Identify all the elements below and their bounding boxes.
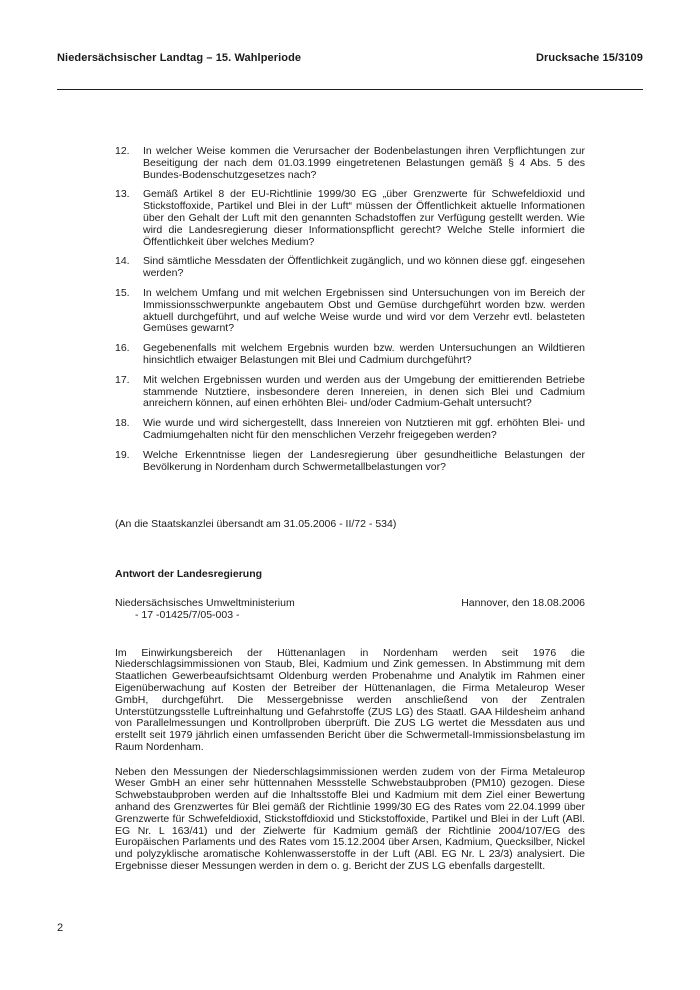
page-header [57,52,643,64]
answer-paragraph-1: Im Einwirkungsbereich der Hüttenanlagen in Nordenham werden seit 1976 die Niederschlagsimmissionen von Staub, Blei, Kadmium und Zink gemessen. In Abstimmung mit dem Staatlichen Gewerbeaufsichtsamt Oldenburg werden Probenahme und Analytik im Rahmen einer Eigenüberwachung auf Kosten der Betreiber der Hüttenanlagen, die Firma Metaleurop Weser GmbH, durchgeführt. Die Messergebnisse werden anschließend von der Zentralen Unterstützungsstelle Luftreinhaltung und Gefahrstoffe (ZUS LG) des Staatl. GAA Hildesheim anhand von Parallelmessungen und Kontrollproben überprüft. Die ZUS LG wertet die Messdaten aus und erstellt seit 1979 jährlich einen umfassenden Bericht über die Schwermetall-Immissionsbelastung im Raum Nordenham. [115,646,585,753]
question-text: Gegebenenfalls mit welchem Ergebnis wurden bzw. werden Untersuchungen an Wildtieren hinsichtlich etwaiger Belastungen mit Blei und Cadmium durchgeführt? [143,342,585,366]
header-divider [57,89,643,90]
header-parliament-title: Niedersächsischer Landtag – 15. Wahlperiode [57,52,302,64]
question-number: 19. [115,448,130,461]
ministry-block [115,598,295,622]
question-text: In welchem Umfang und mit welchen Ergebnissen sind Untersuchungen von im Bereich der Immissionsschwerpunkte angebautem Obst und Gemüse durchgeführt worden bzw. werden aktuell durchgeführt, und auf welche Weise wurde und wird vor dem Verzehr evtl. belasteten Gemüses gewarnt? [143,286,585,335]
question-text: Sind sämtliche Messdaten der Öffentlichkeit zugänglich, und wo können diese ggf. eingesehen werden? [143,255,585,280]
question-item-15 [115,288,585,335]
document-body [115,146,585,873]
question-item-14 [115,256,585,280]
transmittal-note: (An die Staatskanzlei übersandt am 31.05.2006 - II/72 - 534) [115,518,397,531]
header-drucksache-number: Drucksache 15/3109 [536,52,643,64]
question-number: 12. [115,145,130,157]
question-text: Welche Erkenntnisse liegen der Landesregierung über gesundheitliche Belastungen der Bevölkerung in Nordenham durch Schwermetallbelastungen vor? [143,448,585,473]
page-number: 2 [57,922,64,934]
answer-heading: Antwort der Landesregierung [115,568,263,581]
question-text: Gemäß Artikel 8 der EU-Richtlinie 1999/30 EG „über Grenzwerte für Schwefeldioxid und Stickstoffoxide, Partikel und Blei in der Luft“ müssen der Öffentlichkeit aktuelle Informationen über den Gehalt der Luft mit den genannten Schadstoffen zur Verfügung gestellt werden. Wie wird die Landesregierung dieser Informationspflicht gerecht? Welche Stelle informiert die Öffentlichkeit über welches Medium? [143,188,585,248]
question-number: 13. [115,188,130,201]
question-text: In welcher Weise kommen die Verursacher der Bodenbelastungen ihren Verpflichtungen zur Beseitigung der nach dem 01.03.1999 eingetretenen Belastungen gemäß § 4 Abs. 5 des Bundes-Bodenschutzgesetzes nach? [143,145,585,181]
ministry-name: Niedersächsisches Umweltministerium [115,596,295,609]
place-and-date: Hannover, den 18.08.2006 [461,596,585,609]
file-reference-number: - 17 -01425/7/05-003 - [135,608,240,621]
question-text: Wie wurde und wird sichergestellt, dass Innereien von Nutztieren mit ggf. erhöhten Blei- und Cadmiumgehalten nicht für den menschlichen Verzehr freigegeben werden? [143,417,585,441]
question-text: Mit welchen Ergebnissen wurden und werden aus der Umgebung der emittierenden Betriebe stammende Nutztiere, insbesondere deren Innereien, in denen sich Blei und Cadmium anreichern können, auf einen erhöhten Blei- und/oder Cadmium-Gehalt untersucht? [143,373,585,410]
question-number: 18. [115,417,130,430]
question-item-13 [115,189,585,248]
question-item-17 [115,375,585,410]
question-item-16 [115,343,585,367]
question-number: 14. [115,255,130,268]
question-number: 16. [115,342,130,355]
question-item-12 [115,146,585,181]
answer-meta-row [115,598,585,622]
question-item-18 [115,418,585,442]
question-number: 15. [115,286,130,299]
answer-paragraph-2: Neben den Messungen der Niederschlagsimmissionen werden zudem von der Firma Metaleurop Weser GmbH an einer sehr hüttennahen Messstelle Schwebstaubproben (PM10) gezogen. Diese Schwebstaubproben werden auf die Inhaltsstoffe Blei und Kadmium mit dem Ziel einer Bewertung anhand des Grenzwertes für Blei gemäß der Richtlinie 1999/30 EG des Rates vom 22.04.1999 über Grenzwerte für Schwefeldioxid, Stickstoffdioxid und Stickstoffoxide, Partikel und Blei in der Luft (ABl. EG Nr. L 163/41) und der Zielwerte für Kadmium gemäß der Richtlinie 2004/107/EG des Europäischen Parlaments und des Rates vom 15.12.2004 über Arsen, Kadmium, Quecksilber, Nickel und polyzyklische aromatische Kohlenwasserstoffe in der Luft (ABl. EG Nr. L 23/3) analysiert. Die Ergebnisse dieser Messungen werden in dem o. g. Bericht der ZUS LG ebenfalls dargestellt. [115,765,585,873]
question-item-19 [115,450,585,474]
question-number: 17. [115,373,130,386]
